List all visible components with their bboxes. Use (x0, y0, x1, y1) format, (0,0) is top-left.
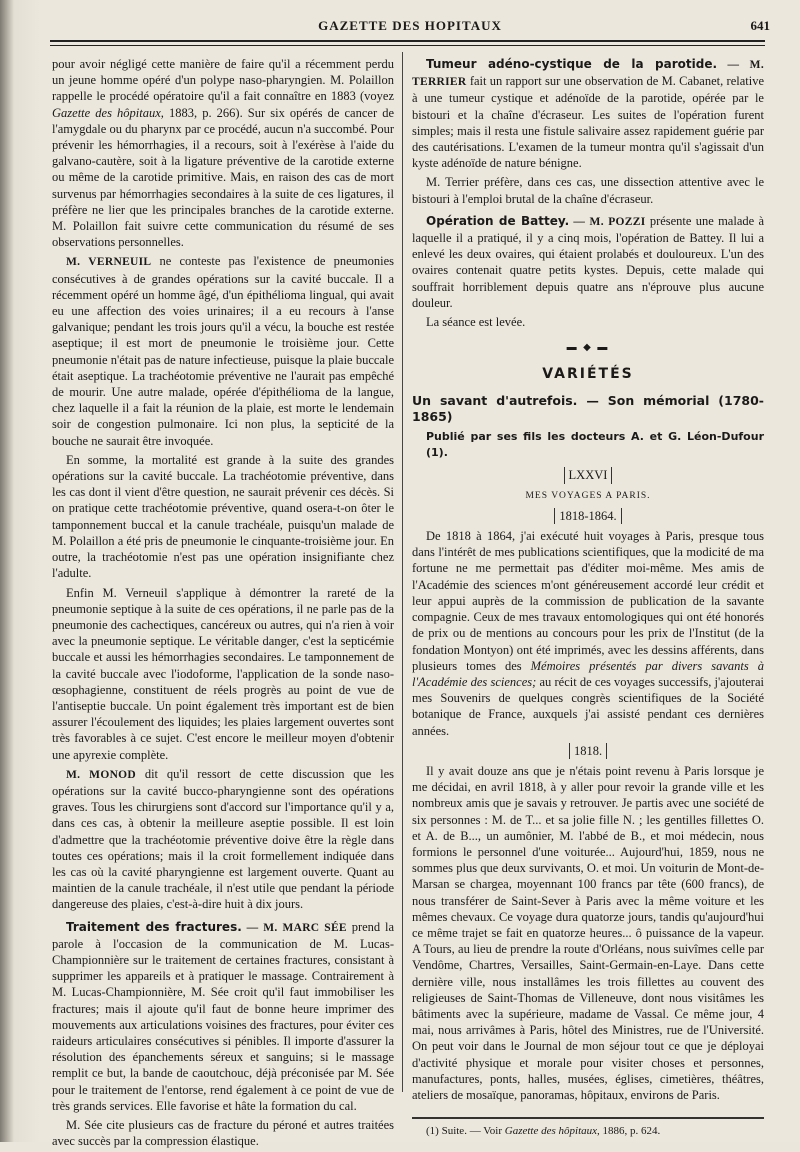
paragraph: M. Sée cite plusieurs cas de fracture du péroné et autres traitées avec succès par la compression élastique. (52, 1118, 394, 1149)
paragraph: M. Terrier préfère, dans ces cas, une dissection attentive avec le bistouri à l'emploi brutal de la chaîne d'écraseur. (412, 175, 764, 206)
paragraph: Opération de Battey. — M. POZZI présente une malade à laquelle il a pratiqué, il y a cinq mois, l'opération de Battey. Il lui a enlevé les deux ovaires, qui étaient prolabés et douloureux. L'un des ovaires contenait quatre petits kystes. Depuis, cette malade qui souffrait horriblement depuis quatre ans n'éprouve plus aucune douleur. (412, 213, 765, 310)
article-byline: Publié par ses fils les docteurs A. et G. Léon-Dufour (1). (426, 430, 764, 460)
speaker-name: M. VERNEUIL (66, 256, 152, 269)
paragraph: M. MONOD dit qu'il ressort de cette discussion que les opérations sur la cavité bucco-pharyngienne sont des opérations graves. Tous les chirurgiens sont d'accord sur l'importance qu'il y a, dans ces cas, à obtenir la meilleure aseptie possible. Il est loin d'admettre que la trachéotomie préventive doive être la règle dans toutes ces opérations; mais il la croit formellement indiquée dans les cas où la cavité pharyngienne est largement ouverte. Quant au maintien de la canule trachéale, il n'est utile que pendant la période dangereuse des plaies, c'est-à-dire huit à dix jours. (52, 766, 394, 912)
header-rule-thin (50, 45, 765, 46)
footnote: (1) Suite. — Voir Gazette des hôpitaux, 1886, p. 624. (426, 1125, 661, 1138)
page-number: 641 (750, 18, 770, 33)
header-rule-thick (50, 40, 765, 42)
paragraph: pour avoir négligé cette manière de faire qu'il a récemment perdu un jeune homme opéré d'un polype naso-pharyngien. M. Polaillon rappelle le procédé opératoire qu'il a fait connaître en 1883 (voyez Gazette des hôpitaux, 1883, p. 266). Sur six opérés de cancer de l'amygdale ou du pharynx par ce procédé, aucun n'a succombé. Pour prévenir les hémorrhagies, il a recours, soit à l'exérèse à l'aide du galvano-cautère, soit à la ligature préventive de la carotide externe ou même de la carotide primitive. Mais, en raison des cas de mort survenus par hémorrhagies secondaires à la suite de ces ligatures, il préfère ne lier que les principales branches de la carotide externe. M. Polaillon fait suivre cette communication du résumé de ses observations personnelles. (52, 57, 394, 250)
year-heading: 1818. (569, 743, 607, 759)
chapter-title: MES VOYAGES A PARIS. (525, 490, 651, 501)
paragraph: M. VERNEUIL ne conteste pas l'existence de pneumonies consécutives à de grandes opérations sur la cavité buccale. Il a récemment opéré un homme âgé, d'un épithélioma lingual, qui avait eu une affection des voies urinaires; il a eu recours à l'anse galvanique; pendant les trois jours qu'il a vécu, la bouche est restée aseptique; il est mort de pneumonie le troisième jour. Cette pneumonie n'était pas de nature infectieuse, puisque la plaie buccale était aseptique. La trachéotomie préventive ne l'aurait pas empêché de mourir. Une autre malade, opérée d'épithélioma de la langue, chez laquelle il a fait la réunion de la plaie, est morte le lendemain soir de congestion pulmonaire. Ici non plus, la septicité de la bouche ne saurait être invoquée. (52, 254, 394, 448)
right-column (412, 56, 764, 1142)
paragraph: Enfin M. Verneuil s'applique à démontrer la rareté de la pneumonie septique à la suite de ces opérations, il ne parle pas de la pneumonie des cachectiques, cancéreux ou autres, qui n'a rien à voir avec la pneumonie septique. Le véritable danger, c'est la septicémie buccale et aussi les hémorrhagies secondaires. Le tamponnement de la cavité buccale avec l'iodoforme, l'application de la sonde naso-œsophagienne, constituent de réels progrès au point de vue de l'antiseptie buccale. Un point également très important est de bien assurer l'écoulement des liquides; les plaies largement ouvertes sont très favorables à ce sujet. C'est encore le meilleur moyen d'obtenir une apyrexie complète. (52, 585, 394, 762)
journal-title: GAZETTE DES HOPITAUX (318, 18, 502, 33)
speaker-name: M. MONOD (66, 768, 137, 781)
paragraph: De 1818 à 1864, j'ai exécuté huit voyages à Paris, presque tous dans l'intérêt de mes publications scientifiques, que la modicité de ma fortune ne me permettait pas d'éditer moi-même. Mes amis de l'Académie des sciences m'ont généreusement accordé leur crédit et leur appui auprès de la commission de publication de la savante compagnie. Ceux de mes travaux entomologiques qui ont été honorés de prix ou de mentions au concours pour les prix de l'Institut (de la fondation Montyon) ont été imprimés, avec les dessins afférents, dans plusieurs tomes des Mémoires présentés par divers savants à l'Académie des sciences; au récit de ces voyages successifs, j'ajouterai mes Souvenirs de quelques congrès scientifiques de la Société botanique de France, auxquels j'ai assisté pendant ces dernières années. (412, 529, 764, 738)
article-title: Un savant d'autrefois. — Son mémorial (1780-1865) (412, 392, 764, 424)
chapter-number: LXXVI (564, 467, 613, 483)
paragraph: Tumeur adéno-cystique de la parotide. — M. TERRIER fait un rapport sur une observation de M. Cabanet, relative à une tumeur cystique et adénoïde de la parotide, opérée par le bistouri et la chaîne d'écraseur. Les suites de l'opération furent simples; mais il resta une fistule salivaire assez rapidement guérie par des cautérisations. L'examen de la tumeur montra qu'il s'agissait d'un kyste adénoïde de nature bénigne. (412, 57, 765, 171)
paragraph: Il y avait douze ans que je n'étais point revenu à Paris lorsque je me décidai, en avril 1818, à y aller pour revoir la grande ville et les nombreux amis que je savais y retrouver. Je partis avec une société de six personnes : M. de T... et sa jolie fille N. ; les gentilles fillettes O. et A. de B..., un aumônier, M. l'abbé de B., et moi médecin, nous formions le personnel d'une voiturée... Aujourd'hui, 1859, nous ne sommes plus que deux survivants, O. et moi. Un voiturin de Mont-de-Marsan se chargea, moyennant 100 francs par tête (600 francs), de nous transférer de Saint-Sever à Paris avec la même voiture et les mêmes chevaux. Ce voyage dura quatorze jours, tandis qu'aujourd'hui ce même trajet se fait en quatorze heures... ô puissance de la vapeur. A Tours, au lieu de prendre la route d'Orléans, nous suivîmes celle par Vendôme, Chartres, Versailles, Saint-Germain-en-Laye. Dans cette dernière ville, nous installâmes les trois fillettes au couvent des religieuses de Saint-Thomas de Villeneuve, dont nous visitâmes les bâtiments avec la supérieure, madame de Vassal. Ce même jour, 4 mai, nous arrivâmes à Paris, hôtel des Ministres, rue de l'Université. On peut voir dans le Journal de mon séjour tout ce que je déployai d'activité physique et morale pour visiter choses et personnes, manufactures, ponts, halles, musées, églises, cimetières, théâtres, ateliers de mosaïque, panoramas, hôpitaux, environs de Paris. (412, 763, 764, 1102)
paragraph: En somme, la mortalité est grande à la suite des grandes opérations sur la cavité buccale. La trachéotomie préventive, dans les cas dont il vient d'être question, ne saurait prévenir ces décès. Si on pratique cette trachéotomie préventive, quand osera-t-on ôter le tamponnement buccal et la canule trachéale, puisqu'un malade de M. Polaillon a été pris de pneumonie le cinquante-troisième jour. En outre, la trachéotomie n'est pas une opération insignifiante chez l'adulte. (52, 452, 394, 581)
ornament-separator: ▬ ◆ ▬ (566, 342, 610, 354)
page-header (50, 18, 770, 38)
varietes-title: VARIÉTÉS (542, 366, 634, 383)
paragraph: La séance est levée. (426, 315, 526, 330)
paragraph: Traitement des fractures. — M. MARC SÉE prend la parole à l'occasion de la communication de M. Lucas-Championnière sur le traitement de certaines fractures, consistant à supprimer les appareils et à pratiquer le massage. Contrairement à M. Lucas-Championnière, M. Sée croit qu'il faut immobiliser les fractures; mais il ajoute qu'il faut de bonne heure imprimer des mouvements aux articulations voisines des fractures, pour éviter ces raideurs articulaires consécutives si pénibles. Il importe d'assurer la résolution des épanchements séreux et sanguins; si le massage remplit ce but, la bande de caoutchouc, déjà préconisée par M. Sée pour le traitement de l'entorse, rend également à ce point de vue de très grands services. Elle favorise et hâte la formation du cal. (52, 919, 395, 1113)
section-heading: Traitement des fractures. (66, 919, 242, 934)
column-divider (402, 52, 403, 1092)
section-heading: Tumeur adéno-cystique de la parotide. (426, 57, 718, 71)
section-heading: Opération de Battey. (426, 213, 570, 228)
years-heading: 1818-1864. (554, 508, 621, 524)
left-column (52, 56, 394, 1152)
footnote-rule (412, 1117, 764, 1119)
